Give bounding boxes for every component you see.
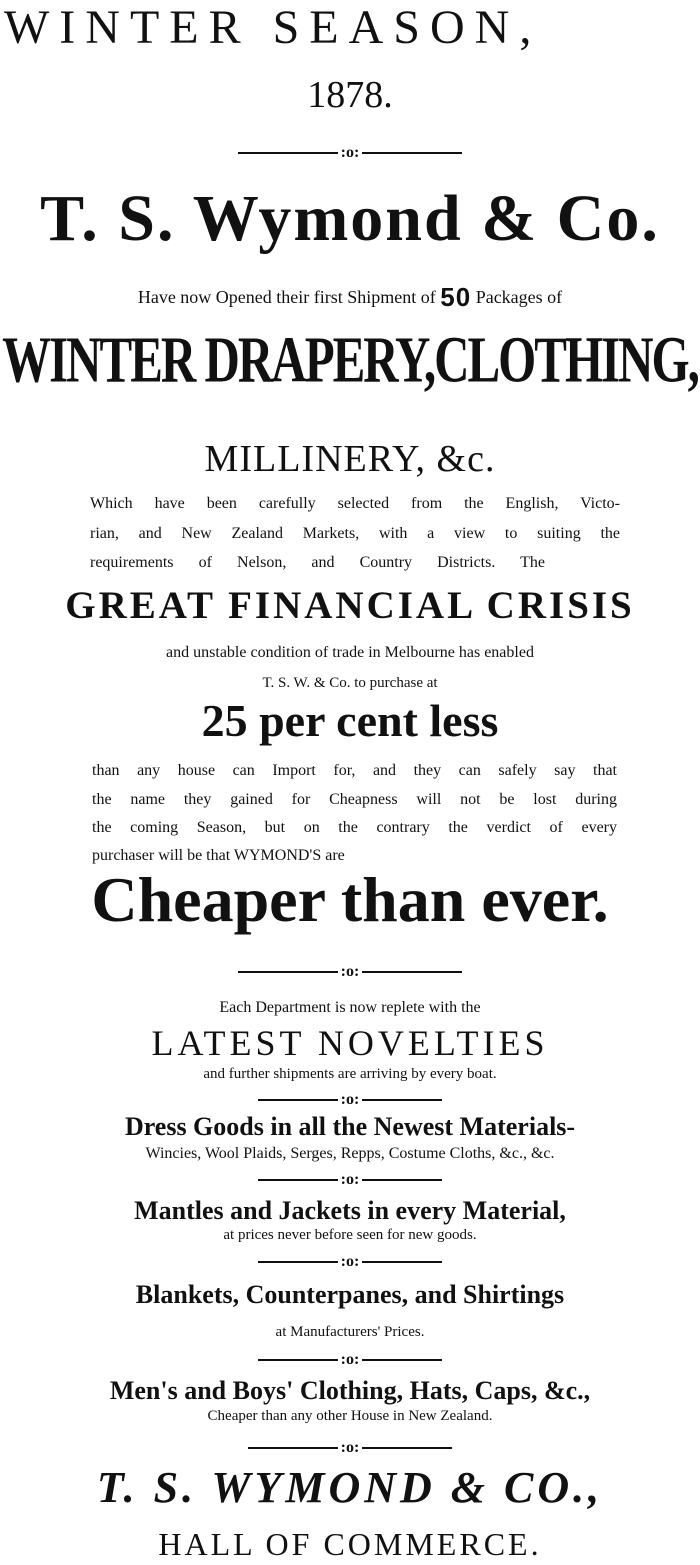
shipment-text-after: Packages of [475, 287, 563, 307]
season-title: WINTER SEASON, [4, 1, 542, 54]
discount-line-2: the name they gained for Cheapness will not be lost during [92, 791, 617, 808]
divider: :o: [0, 1254, 700, 1270]
shipment-count: 50 [440, 282, 472, 312]
footer-firm-name: T. S. WYMOND & CO., [96, 1463, 604, 1512]
department-title-mantles: Mantles and Jackets in every Material, [134, 1196, 566, 1225]
department-detail-blankets: at Manufacturers' Prices. [275, 1324, 425, 1340]
department-detail-mens-clothing: Cheaper than any other House in New Zealand. [207, 1408, 493, 1424]
divider: :o: [0, 1352, 700, 1368]
department-title-blankets: Blankets, Counterpanes, and Shirtings [135, 1280, 565, 1309]
divider: :o: [0, 1092, 700, 1108]
goods-headline: WINTER DRAPERY,CLOTHING, [2, 321, 698, 397]
firm-name: T. S. Wymond & Co. [40, 182, 660, 255]
crisis-line-1: and unstable condition of trade in Melbourne has enabled [166, 644, 534, 661]
shipment-text-before: Have now Opened their first Shipment of [137, 287, 436, 307]
footer-address: HALL OF COMMERCE. [158, 1526, 542, 1562]
crisis-headline: GREAT FINANCIAL CRISIS [65, 584, 635, 627]
novelties-headline: LATEST NOVELTIES [151, 1023, 549, 1063]
discount-line-4: purchaser will be that WYMOND'S are [92, 847, 345, 864]
department-detail-dress-goods: Wincies, Wool Plaids, Serges, Repps, Costume Cloths, &c., &c. [145, 1145, 555, 1162]
divider: :o: [0, 1172, 700, 1188]
selection-line-3: requirements of Nelson, and Country Districts. The [90, 554, 545, 571]
divider: :o: [0, 964, 700, 980]
selection-line-1: Which have been carefully selected from the English, Victo- [90, 495, 620, 512]
discount-headline: 25 per cent less [201, 695, 499, 746]
divider: :o: [0, 145, 700, 161]
selection-line-2: rian, and New Zealand Markets, with a view to suiting the [90, 525, 620, 542]
divider: :o: [0, 1440, 700, 1456]
department-title-dress-goods: Dress Goods in all the Newest Materials- [124, 1112, 576, 1141]
crisis-line-2: T. S. W. & Co. to purchase at [262, 675, 438, 691]
goods-subline: MILLINERY, &c. [204, 438, 496, 480]
novelties-intro: Each Department is now replete with the [219, 999, 481, 1016]
department-title-mens-clothing: Men's and Boys' Clothing, Hats, Caps, &c., [109, 1376, 591, 1405]
cheaper-slogan: Cheaper than ever. [91, 864, 609, 935]
department-detail-mantles: at prices never before seen for new goods. [223, 1227, 477, 1243]
discount-line-3: the coming Season, but on the contrary the verdict of every [92, 819, 617, 836]
season-year: 1878. [307, 74, 393, 116]
discount-line-1: than any house can Import for, and they can safely say that [92, 762, 617, 779]
shipment-notice [0, 284, 700, 310]
novelties-note: and further shipments are arriving by every boat. [203, 1066, 497, 1082]
